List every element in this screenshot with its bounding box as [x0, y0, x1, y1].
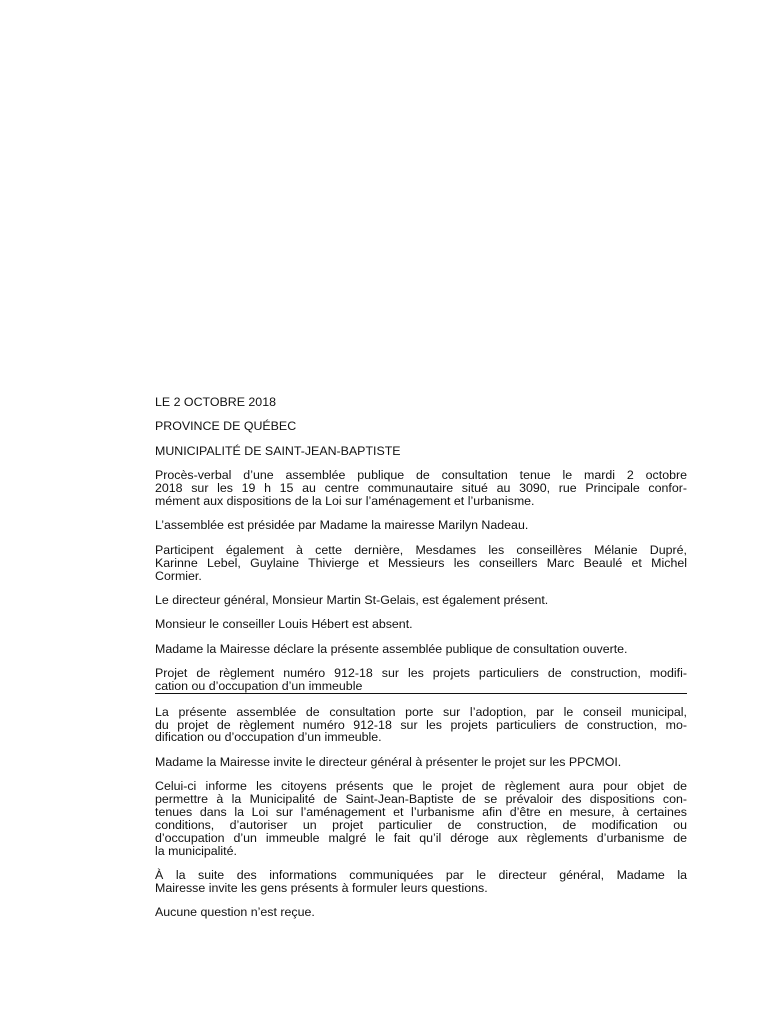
no-questions-paragraph [155, 906, 687, 919]
text-line: Cormier. [155, 568, 202, 583]
text-line: mément aux dispositions de la Loi sur l’aménagement et l’urbanisme. [155, 494, 535, 509]
text-line: La présente assemblée de consultation porte sur l’adoption, par le conseil municipal, [155, 704, 687, 719]
explanation-paragraph [155, 780, 687, 857]
document-body [155, 396, 687, 931]
purpose-paragraph [155, 706, 687, 745]
text-line: Mairesse invite les gens présents à formuler leurs questions. [155, 881, 488, 896]
text-line: tenues dans la Loi sur l’aménagement et l’urbanisme afin d’être en mesure, à certaines [155, 805, 687, 820]
questions-invite-paragraph [155, 869, 687, 895]
province-heading [155, 420, 687, 433]
text-line: Projet de règlement numéro 912-18 sur les projets particuliers de construction, modifi- [155, 666, 687, 681]
participants-paragraph [155, 544, 687, 583]
text-line: Participent également à cette dernière, Mesdames les conseillères Mélanie Dupré, [155, 542, 687, 557]
text-line: Le directeur général, Monsieur Martin St-Gelais, est également présent. [155, 593, 549, 608]
text-line: MUNICIPALITÉ DE SAINT-JEAN-BAPTISTE [155, 443, 401, 458]
municipality-heading [155, 445, 687, 458]
text-line: Karinne Lebel, Guylaine Thivierge et Messieurs les conseillers Marc Beaulé et Michel [155, 555, 687, 570]
opening-paragraph [155, 643, 687, 656]
invite-director-paragraph [155, 756, 687, 769]
text-line: Aucune question n’est reçue. [155, 905, 315, 920]
text-line: LE 2 OCTOBRE 2018 [155, 395, 276, 409]
text-line: Monsieur le conseiller Louis Hébert est absent. [155, 617, 413, 632]
director-present-paragraph [155, 594, 687, 607]
presidency-paragraph [155, 519, 687, 532]
text-line: Procès-verbal d’une assemblée publique de consultation tenue le mardi 2 octobre [155, 468, 687, 483]
project-title-heading [155, 667, 687, 694]
text-line: d’occupation d’un immeuble malgré le fait qu’il déroge aux règlements d’urbanisme de [155, 830, 687, 845]
text-line: Madame la Mairesse déclare la présente assemblée publique de consultation ouverte. [155, 641, 628, 656]
text-line: du projet de règlement numéro 912-18 sur les projets particuliers de construction, mo- [155, 717, 687, 732]
text-line: Celui-ci informe les citoyens présents que le projet de règlement aura pour objet de [155, 779, 687, 794]
absent-paragraph [155, 618, 687, 631]
text-line: PROVINCE DE QUÉBEC [155, 419, 297, 434]
text-line: 2018 sur les 19 h 15 au centre communautaire situé au 3090, rue Principale confor- [155, 481, 687, 496]
text-line: cation ou d’occupation d’un immeuble [155, 679, 363, 694]
text-line: conditions, d’autoriser un projet particulier de construction, de modification ou [155, 817, 687, 832]
text-line: Madame la Mairesse invite le directeur général à présenter le projet sur les PPCMOI. [155, 754, 622, 769]
document-date [155, 396, 687, 409]
text-line: permettre à la Municipalité de Saint-Jean-Baptiste de se prévaloir des dispositions con- [155, 792, 687, 807]
intro-paragraph [155, 469, 687, 508]
text-line: L’assemblée est présidée par Madame la mairesse Marilyn Nadeau. [155, 518, 529, 533]
text-line: À la suite des informations communiquées par le directeur général, Madame la [155, 868, 687, 883]
text-line: dification ou d’occupation d’un immeuble. [155, 730, 382, 745]
text-line: la municipalité. [155, 843, 237, 858]
